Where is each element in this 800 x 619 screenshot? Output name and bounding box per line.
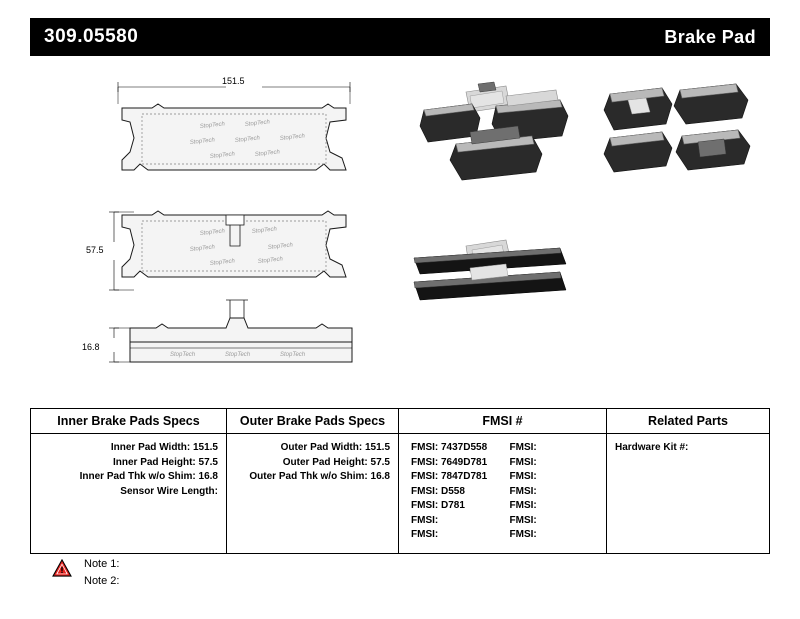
technical-drawing-group bbox=[30, 60, 410, 390]
svg-text:StopTech: StopTech bbox=[209, 258, 236, 267]
specs-table bbox=[30, 408, 770, 554]
fmsi-item: FMSI: bbox=[509, 529, 537, 540]
dimension-height-label: 57.5 bbox=[86, 245, 104, 255]
spec-row: Inner Pad Height: 57.5 bbox=[112, 456, 218, 468]
svg-text:StopTech: StopTech bbox=[257, 256, 284, 265]
fmsi-item: FMSI: bbox=[509, 471, 537, 482]
fmsi-item: FMSI: bbox=[509, 456, 537, 468]
spec-row: Sensor Wire Length: bbox=[120, 485, 218, 497]
related-parts-column bbox=[607, 409, 769, 553]
svg-text:StopTech: StopTech bbox=[267, 242, 294, 251]
fmsi-body bbox=[399, 434, 606, 553]
fmsi-item: FMSI: bbox=[509, 485, 537, 497]
svg-text:StopTech: StopTech bbox=[254, 149, 281, 158]
part-number: 309.05580 bbox=[44, 26, 139, 47]
fmsi-item: FMSI: 7847D781 bbox=[411, 471, 488, 482]
fmsi-item: FMSI: bbox=[509, 500, 537, 511]
document-header bbox=[30, 18, 770, 56]
svg-text:StopTech: StopTech bbox=[251, 226, 278, 235]
fmsi-list-primary bbox=[407, 441, 500, 543]
photo-pad-set-right bbox=[604, 84, 750, 172]
svg-text:StopTech: StopTech bbox=[189, 137, 216, 146]
spec-row: Outer Pad Height: 57.5 bbox=[282, 456, 390, 468]
inner-pad-top-view bbox=[122, 104, 346, 170]
fmsi-item: FMSI: bbox=[509, 514, 537, 526]
svg-text:StopTech: StopTech bbox=[225, 352, 251, 358]
related-parts-title: Related Parts bbox=[607, 409, 769, 434]
fmsi-item: FMSI: 7437D558 bbox=[411, 442, 488, 453]
outer-specs-body bbox=[227, 434, 398, 546]
spec-row: Inner Pad Thk w/o Shim: 16.8 bbox=[79, 471, 218, 482]
inner-specs-body bbox=[31, 434, 226, 546]
fmsi-item: FMSI: 7649D781 bbox=[411, 456, 488, 468]
warning-triangle-icon bbox=[52, 559, 72, 577]
outer-specs-column bbox=[227, 409, 399, 553]
spec-row: Outer Pad Width: 151.5 bbox=[280, 442, 390, 453]
inner-specs-column bbox=[31, 409, 227, 553]
outer-pad-top-view bbox=[122, 211, 346, 277]
dimension-thickness-label: 16.8 bbox=[82, 342, 100, 352]
svg-text:StopTech: StopTech bbox=[170, 352, 196, 358]
svg-text:StopTech: StopTech bbox=[244, 119, 271, 128]
inner-specs-title: Inner Brake Pads Specs bbox=[31, 409, 226, 434]
notes-list bbox=[84, 556, 119, 590]
fmsi-column bbox=[399, 409, 607, 553]
photo-pad-set-left bbox=[420, 82, 568, 180]
svg-text:StopTech: StopTech bbox=[199, 121, 226, 130]
fmsi-list-secondary bbox=[500, 441, 599, 543]
photo-pad-set-bottom bbox=[414, 240, 566, 300]
outer-specs-title: Outer Brake Pads Specs bbox=[227, 409, 398, 434]
svg-text:StopTech: StopTech bbox=[280, 352, 306, 358]
dimension-width-label: 151.5 bbox=[222, 76, 245, 86]
fmsi-title: FMSI # bbox=[399, 409, 606, 434]
width-dimension-line bbox=[118, 82, 350, 104]
spec-row: Inner Pad Width: 151.5 bbox=[110, 442, 218, 453]
spec-row: Outer Pad Thk w/o Shim: 16.8 bbox=[249, 471, 390, 482]
product-photo-group bbox=[410, 60, 770, 390]
svg-text:StopTech: StopTech bbox=[189, 244, 216, 253]
fmsi-item: FMSI: D781 bbox=[411, 500, 465, 511]
note-line: Note 1: bbox=[84, 558, 120, 570]
fmsi-item: FMSI: D558 bbox=[411, 485, 465, 497]
spec-row: Hardware Kit #: bbox=[615, 442, 689, 453]
note-line: Note 2: bbox=[84, 575, 120, 587]
notes-section bbox=[52, 556, 119, 590]
svg-text:StopTech: StopTech bbox=[279, 133, 306, 142]
svg-text:StopTech: StopTech bbox=[234, 135, 261, 144]
svg-text:StopTech: StopTech bbox=[199, 228, 226, 237]
svg-text:StopTech: StopTech bbox=[209, 151, 236, 160]
fmsi-item: FMSI: bbox=[509, 442, 537, 453]
fmsi-item: FMSI: bbox=[411, 514, 439, 526]
pad-edge-view bbox=[130, 300, 352, 362]
document-type-label: Brake Pad bbox=[664, 26, 756, 47]
fmsi-item: FMSI: bbox=[411, 529, 439, 540]
drawing-area bbox=[30, 60, 770, 390]
related-parts-body bbox=[607, 434, 769, 546]
